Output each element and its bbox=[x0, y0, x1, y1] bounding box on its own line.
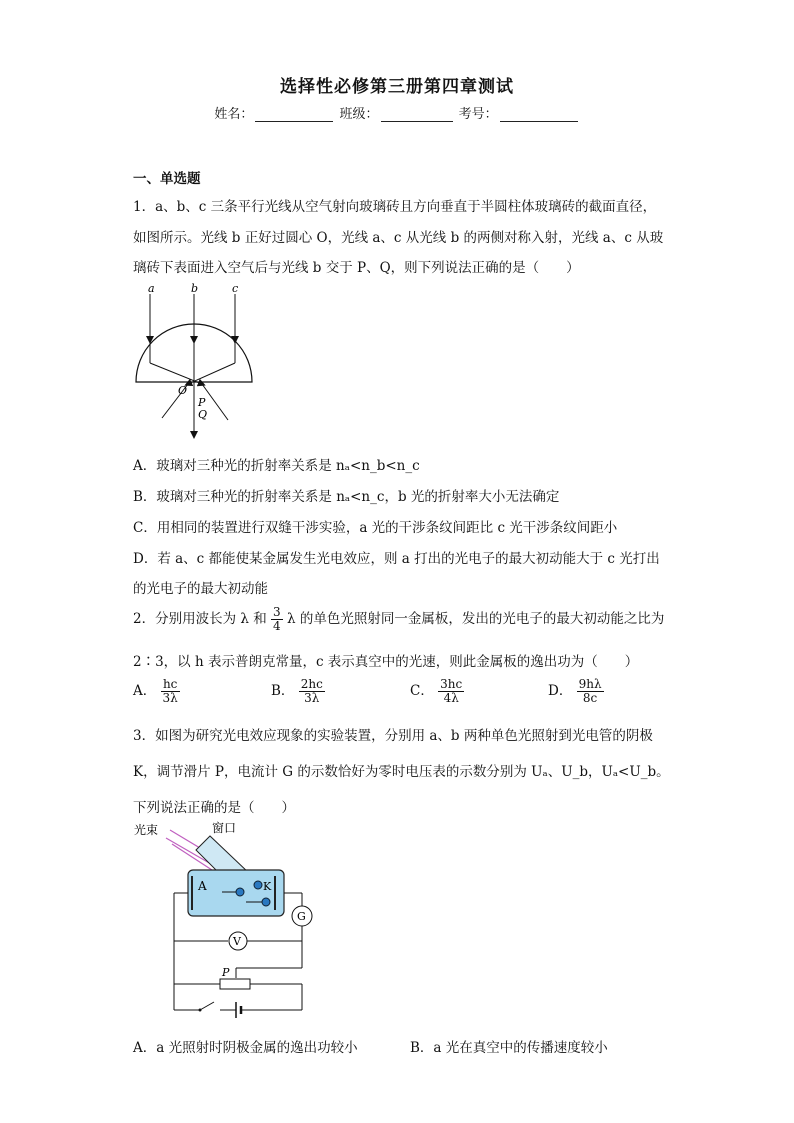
name-label: 姓名： bbox=[214, 107, 254, 122]
q1-option-d-continued: 的光电子的最大初动能 bbox=[133, 581, 268, 597]
label-Q: Q bbox=[198, 408, 208, 421]
exam-no-label: 考号： bbox=[458, 107, 498, 122]
q2-option-a[interactable] bbox=[133, 678, 180, 705]
class-blank[interactable] bbox=[381, 107, 453, 122]
q2-fraction-three-quarters bbox=[271, 606, 283, 633]
q2-option-c-fraction bbox=[438, 678, 464, 705]
label-V: V bbox=[233, 935, 241, 948]
q1-option-c[interactable]: C．用相同的装置进行双缝干涉实验，a 光的干涉条纹间距比 c 光干涉条纹间距小 bbox=[133, 520, 618, 536]
q2-option-b[interactable] bbox=[271, 678, 325, 705]
label-a: a bbox=[148, 282, 155, 295]
q1-option-b-suffix: ，b 光的折射率大小无法确定 bbox=[384, 489, 560, 505]
q2-option-c[interactable] bbox=[410, 678, 464, 705]
switch bbox=[200, 1002, 214, 1010]
q2-option-c-num: 3hc bbox=[440, 677, 463, 691]
q2-option-d-fraction bbox=[577, 678, 604, 705]
q2-stem-suffix: λ 的单色光照射同一金属板，发出的光电子的最大初动能之比为 bbox=[286, 611, 665, 627]
q2-stem-prefix: 2．分别用波长为 λ 和 bbox=[133, 611, 267, 627]
q3-option-b[interactable]: B．a 光在真空中的传播速度较小 bbox=[410, 1040, 608, 1056]
switch-pivot bbox=[199, 1009, 202, 1012]
class-label: 班级： bbox=[339, 107, 379, 122]
name-blank[interactable] bbox=[255, 107, 333, 122]
q2-option-d-den: 8c bbox=[582, 691, 598, 705]
section-title-single-choice: 一、单选题 bbox=[133, 171, 201, 187]
q2-option-d-label: D． bbox=[548, 683, 573, 699]
student-info bbox=[0, 103, 794, 122]
q2-option-b-num: 2hc bbox=[300, 677, 323, 691]
q2-option-b-label: B． bbox=[271, 683, 295, 699]
label-G: G bbox=[297, 910, 306, 923]
q2-frac-num: 3 bbox=[273, 605, 281, 619]
q2-option-a-num: hc bbox=[161, 678, 180, 692]
electron-2 bbox=[236, 888, 244, 896]
q1-semicircle-figure bbox=[130, 280, 260, 440]
q1-option-a-text: A．玻璃对三种光的折射率关系是 bbox=[133, 458, 337, 474]
q2-option-d[interactable] bbox=[548, 678, 604, 705]
q2-option-d-num: 9hλ bbox=[578, 677, 602, 691]
label-A: A bbox=[198, 879, 207, 893]
q3-stem-line3: 下列说法正确的是（ ） bbox=[133, 800, 295, 816]
electron-1 bbox=[254, 881, 262, 889]
q1-option-b-formula: nₐ<n_c bbox=[336, 489, 385, 505]
q2-option-c-den: 4λ bbox=[443, 691, 459, 705]
rheostat bbox=[220, 979, 250, 989]
ray-c-refracted bbox=[188, 363, 235, 384]
electron-3 bbox=[262, 898, 270, 906]
label-c: c bbox=[232, 282, 239, 295]
label-P: P bbox=[198, 396, 206, 409]
q3-stem-line1: 3．如图为研究光电效应现象的实验装置，分别用 a、b 两种单色光照射到光电管的阴极 bbox=[133, 728, 653, 744]
page-title: 选择性必修第三册第四章测试 bbox=[280, 77, 514, 97]
q2-option-a-den: 3λ bbox=[162, 691, 178, 705]
label-P-slider: P bbox=[222, 966, 230, 979]
label-window: 窗口 bbox=[212, 821, 237, 835]
label-K: K bbox=[263, 880, 272, 893]
q1-option-b[interactable] bbox=[133, 485, 559, 505]
q1-stem-line1: 1．a、b、c 三条平行光线从空气射向玻璃砖且方向垂直于半圆柱体玻璃砖的截面直径， bbox=[133, 199, 657, 215]
q2-option-a-fraction bbox=[161, 678, 180, 705]
q1-option-b-text: B．玻璃对三种光的折射率关系是 bbox=[133, 489, 337, 505]
q2-stem-line2: 2∶3，以 h 表示普朗克常量，c 表示真空中的光速，则此金属板的逸出功为（ ） bbox=[133, 654, 639, 670]
q1-option-d[interactable]: D．若 a、c 都能使某金属发生光电效应，则 a 打出的光电子的最大初动能大于 c 光打出 bbox=[133, 551, 660, 567]
q2-frac-den: 4 bbox=[273, 619, 281, 633]
exam-no-blank[interactable] bbox=[500, 107, 578, 122]
q1-stem-line3: 璃砖下表面进入空气后与光线 b 交于 P、Q，则下列说法正确的是（ ） bbox=[133, 260, 580, 276]
label-beam: 光束 bbox=[134, 823, 159, 837]
q1-option-a[interactable] bbox=[133, 454, 420, 474]
q2-option-b-fraction bbox=[299, 678, 325, 705]
label-O: O bbox=[178, 384, 188, 397]
q3-option-a[interactable]: A．a 光照射时阴极金属的逸出功较小 bbox=[133, 1040, 358, 1056]
q3-photoelectric-circuit-figure bbox=[130, 818, 330, 1018]
q2-option-a-label: A． bbox=[133, 683, 157, 699]
q1-option-a-formula: nₐ<n_b<n_c bbox=[336, 458, 420, 474]
q2-stem-line1 bbox=[133, 606, 664, 633]
q2-option-b-den: 3λ bbox=[304, 691, 320, 705]
q2-option-c-label: C． bbox=[410, 683, 434, 699]
label-b: b bbox=[191, 282, 199, 295]
q1-stem-line2: 如图所示。光线 b 正好过圆心 O，光线 a、c 从光线 b 的两侧对称入射，光线 a、c 从玻 bbox=[133, 230, 664, 246]
q3-stem-line2: K，调节滑片 P，电流计 G 的示数恰好为零时电压表的示数分别为 Uₐ、U_b，Uₐ<U_b。 bbox=[133, 764, 670, 780]
